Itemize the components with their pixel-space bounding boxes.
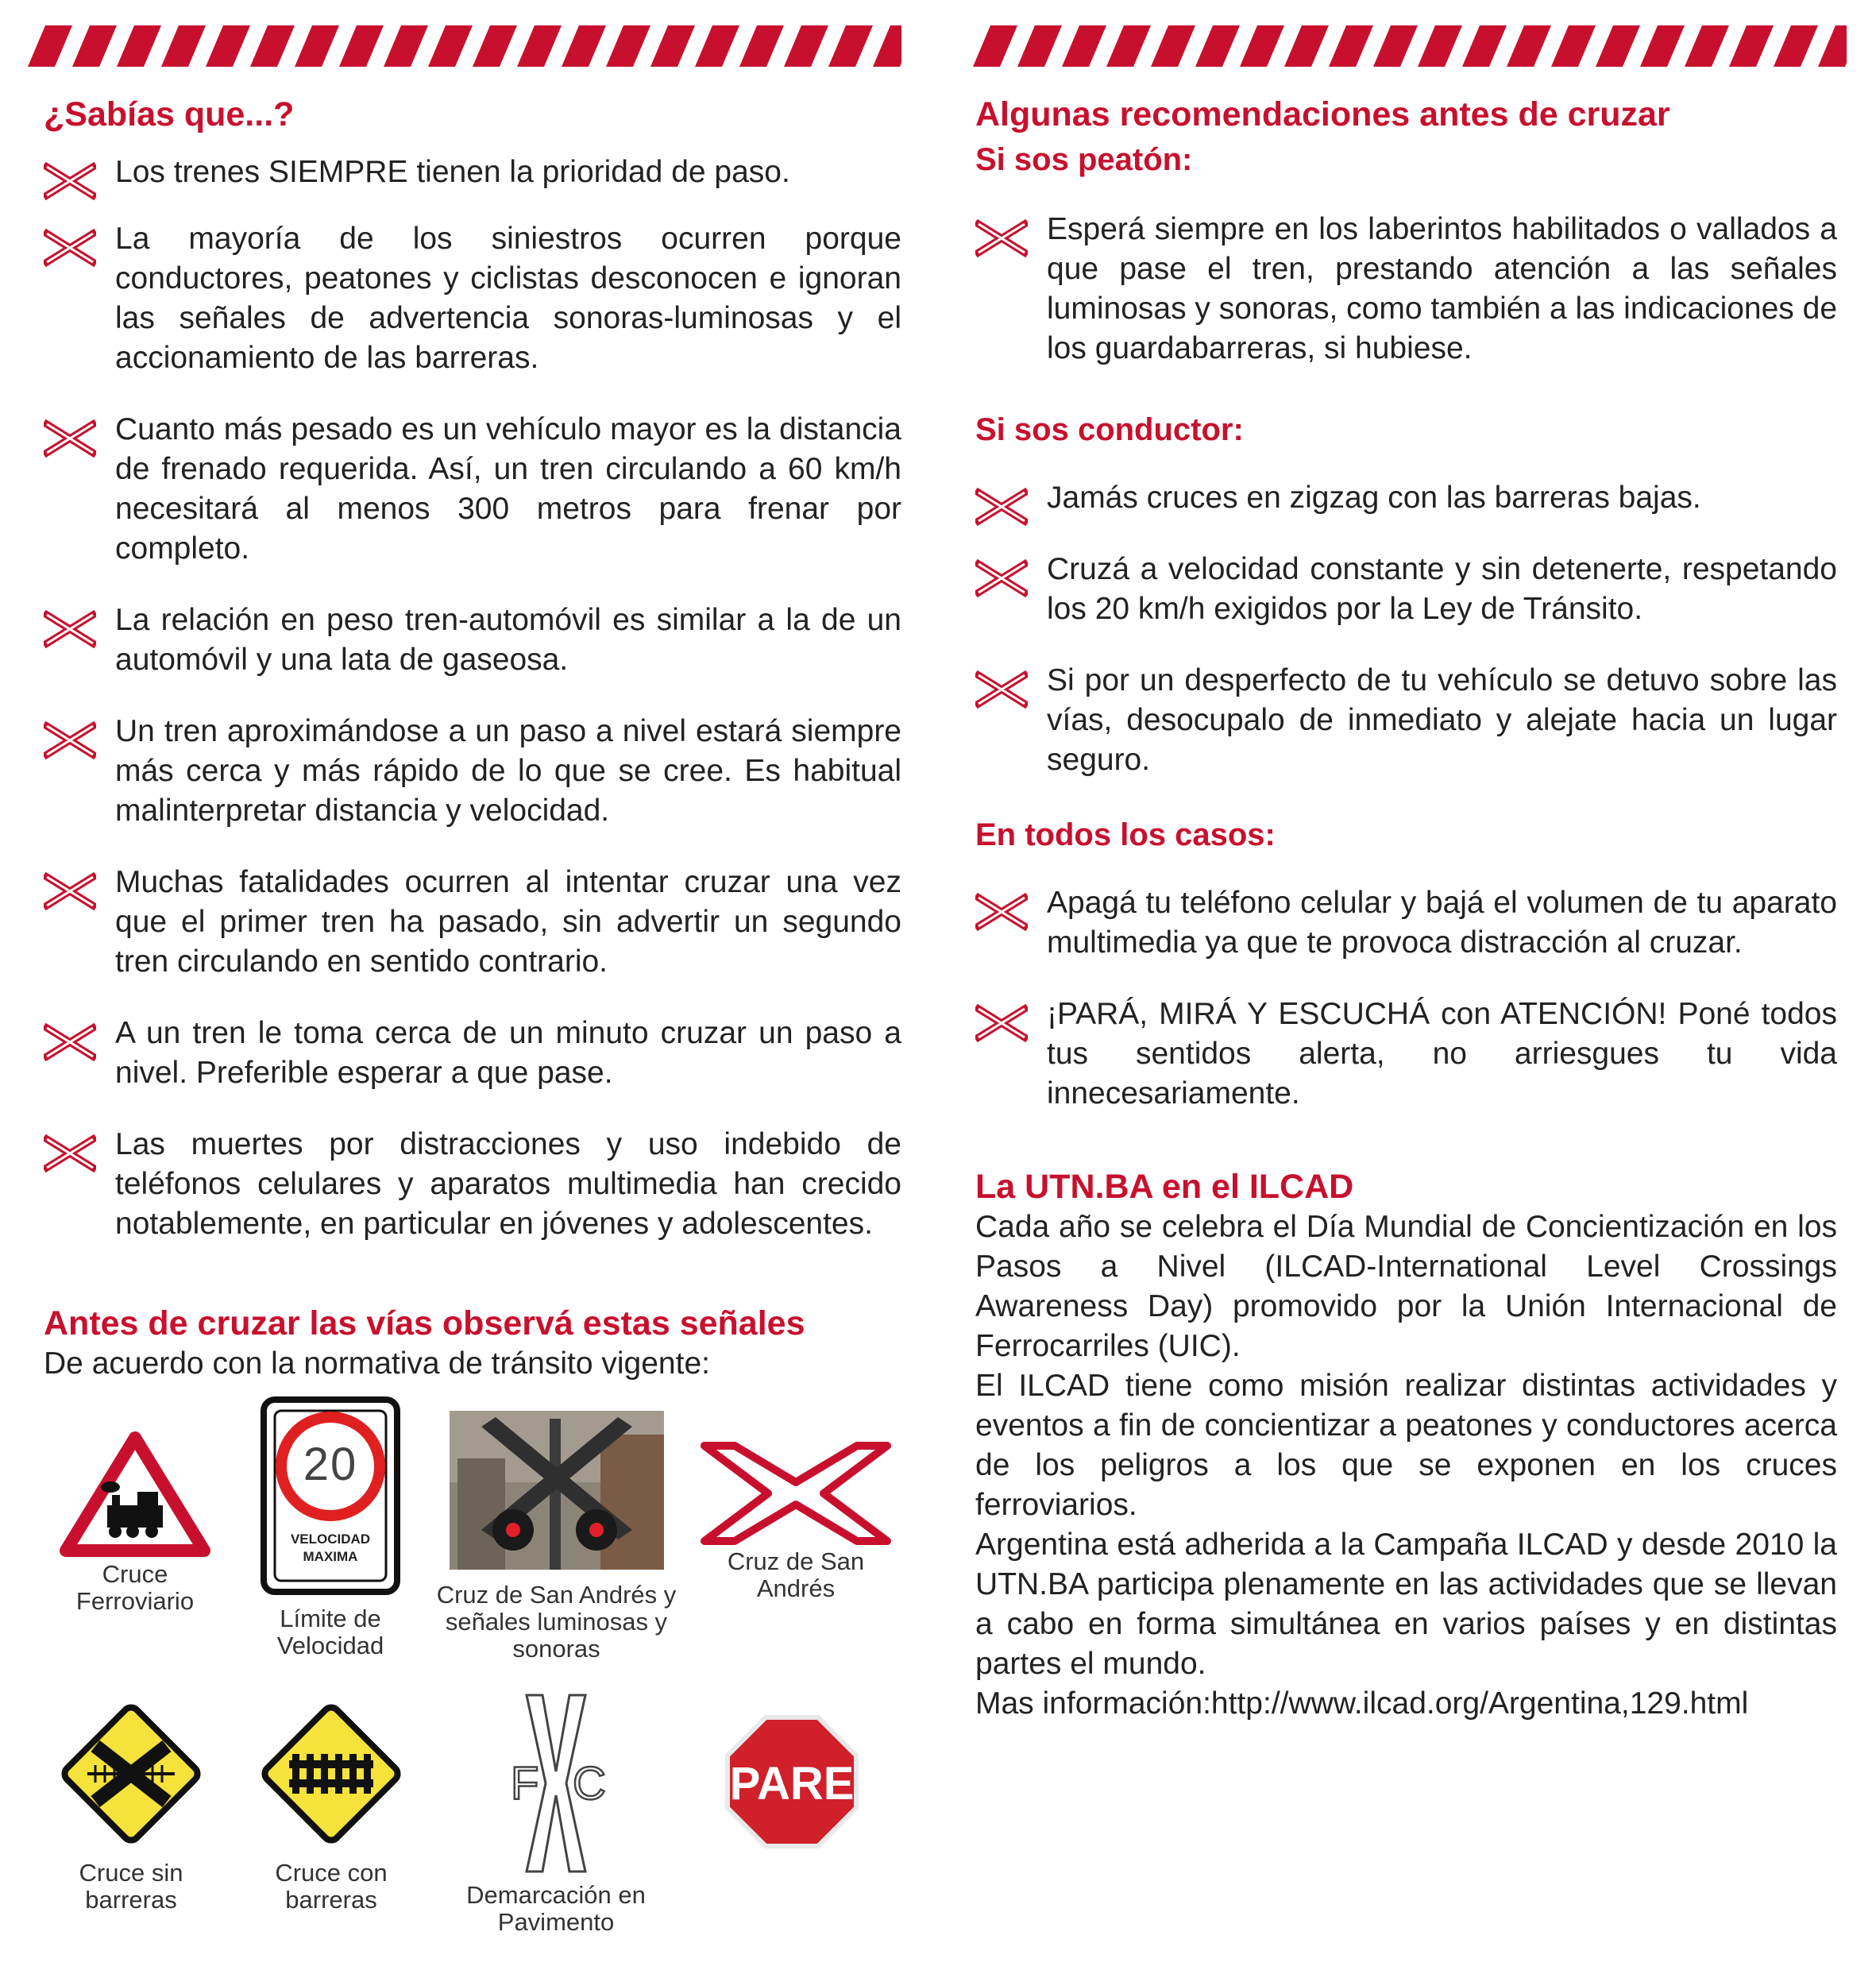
sign-caption: Cruz de San Andrés <box>727 1547 865 1602</box>
pare-text: PARE <box>729 1758 855 1810</box>
cross-bullet-icon <box>44 419 96 458</box>
cross-bullet-icon <box>975 219 1028 257</box>
sabias-title: ¿Sabías que...? <box>44 95 295 133</box>
fact-item <box>44 863 901 982</box>
utn-paragraph-1: Cada año se celebra el Día Mundial de Concientización en los Pasos a Nivel (ILCAD-International Level Crossings Awareness Day) promovido por la Unión Internacional de Ferrocarriles (UIC). <box>975 1210 1837 1363</box>
utn-more-info-link[interactable]: Mas información:http://www.ilcad.org/Argentina,129.html <box>975 1686 1749 1721</box>
speed-limit-sign-icon <box>259 1396 402 1595</box>
sign-cruz-senales <box>435 1411 677 1663</box>
fact-item <box>44 1125 901 1244</box>
fact-text: La mayoría de los siniestros ocurren porque conductores, peatones y ciclistas desconocen e ignoran las señales de advertencia sonoras-luminosas y el accionamiento de las barreras. <box>115 222 901 375</box>
sign-limite-velocidad <box>259 1396 402 1659</box>
crossing-no-barriers-icon <box>56 1698 207 1849</box>
speed-value: 20 <box>303 1439 358 1490</box>
left-stripe-band <box>28 25 901 67</box>
fact-item <box>44 153 901 192</box>
fact-text: A un tren le toma cerca de un minuto cruzar un paso a nivel. Preferible esperar a que pase. <box>115 1016 901 1090</box>
cross-bullet-icon <box>975 893 1028 931</box>
sign-caption: Límite de Velocidad <box>276 1605 384 1659</box>
crossbuck-with-lights-photo <box>450 1411 664 1570</box>
speed-text-1: VELOCIDAD <box>290 1532 371 1547</box>
cross-bullet-icon <box>44 1134 96 1172</box>
fact-text: Los trenes SIEMPRE tienen la prioridad de paso. <box>115 155 790 189</box>
sign-cruce-sin-barreras <box>56 1698 207 1914</box>
sign-cruce-con-barreras <box>256 1698 407 1914</box>
peaton-title: Si sos peatón: <box>975 142 1193 177</box>
cross-bullet-icon <box>975 670 1028 709</box>
recommendation-text: Cruzá a velocidad constante y sin detenerte, respetando los 20 km/h exigidos por la Ley de Tránsito. <box>1047 552 1837 626</box>
recommendations-title: Algunas recomendaciones antes de cruzar <box>975 95 1670 133</box>
utn-paragraph-2: El ILCAD tiene como misión realizar distintas actividades y eventos a fin de concientizar a peatones y conductores acerca de los peligros a los que se exponen en los cruces ferroviarios. <box>975 1369 1837 1522</box>
sign-caption: Cruce con barreras <box>275 1859 388 1914</box>
recommendation-item <box>975 995 1837 1114</box>
svg-text:F: F <box>511 1758 539 1810</box>
fact-item <box>44 712 901 831</box>
svg-text:C: C <box>573 1758 606 1810</box>
utn-paragraph-3: Argentina está adherida a la Campaña ILCAD y desde 2010 la UTN.BA participa plenamente en las actividades que se llevan a cabo en forma simultánea en varios países y en distintas partes el mundo. <box>975 1528 1837 1681</box>
sign-cruce-ferroviario <box>48 1430 222 1615</box>
fact-text: Cuanto más pesado es un vehículo mayor es la distancia de frenado requerida. Así, un tren circulando a 60 km/h necesitará al menos 300 metros para frenar por completo. <box>115 412 901 566</box>
sign-caption: Cruz de San Andrés y señales luminosas y sonoras <box>436 1581 677 1663</box>
right-column <box>975 94 1837 1724</box>
recommendation-text: Jamás cruces en zigzag con las barreras bajas. <box>1047 481 1701 515</box>
fact-item <box>44 1014 901 1093</box>
recommendation-text: ¡PARÁ, MIRÁ Y ESCUCHÁ con ATENCIÓN! Poné todos tus sentidos alerta, no arriesgues tu vida innecesariamente. <box>1047 997 1837 1111</box>
conductor-title: Si sos conductor: <box>975 412 1244 447</box>
sign-pare <box>724 1714 859 1853</box>
signals-title: Antes de cruzar las vías observá estas señales <box>44 1304 805 1342</box>
fact-item <box>44 601 901 680</box>
utn-title: La UTN.BA en el ILCAD <box>975 1168 1354 1206</box>
pavement-marking-icon <box>496 1692 616 1875</box>
recommendation-item <box>975 550 1837 629</box>
sign-caption: Cruce sin barreras <box>79 1859 183 1914</box>
sign-demarcacion <box>465 1692 647 1936</box>
cross-bullet-icon <box>44 610 96 648</box>
todos-title: En todos los casos: <box>975 817 1276 852</box>
cross-bullet-icon <box>975 1004 1028 1042</box>
crossing-with-barriers-icon <box>256 1698 407 1849</box>
fact-text: Las muertes por distracciones y uso indebido de teléfonos celulares y aparatos multimedia han crecido notablemente, en particular en jóvenes y adolescentes. <box>115 1127 901 1241</box>
recommendation-item <box>975 883 1837 963</box>
fact-text: Un tren aproximándose a un paso a nivel estará siempre más cerca y más rápido de lo que se cree. Es habitual malinterpretar distancia y velocidad. <box>115 714 901 828</box>
st-andrews-cross-icon <box>697 1438 895 1549</box>
sign-caption: Demarcación en Pavimento <box>466 1881 646 1936</box>
recommendation-item <box>975 210 1837 369</box>
fact-text: Muchas fatalidades ocurren al intentar cruzar una vez que el primer tren ha pasado, sin advertir un segundo tren circulando en sentido contrario. <box>115 865 901 979</box>
fact-item <box>44 219 901 378</box>
cross-bullet-icon <box>44 1023 96 1061</box>
cross-bullet-icon <box>44 229 96 267</box>
recommendation-item <box>975 478 1837 518</box>
left-column <box>44 94 901 1384</box>
sign-cruz-san-andres <box>697 1438 895 1602</box>
recommendation-text: Si por un desperfecto de tu vehículo se detuvo sobre las vías, desocupalo de inmediato y alejate hacia un lugar seguro. <box>1047 663 1837 777</box>
recommendation-text: Apagá tu teléfono celular y bajá el volumen de tu aparato multimedia ya que te provoca distracción al cruzar. <box>1047 886 1837 960</box>
fact-item <box>44 410 901 569</box>
right-stripe-band <box>973 25 1847 67</box>
sign-caption: Cruce Ferroviario <box>75 1560 195 1615</box>
recommendation-item <box>975 661 1837 780</box>
fact-text: La relación en peso tren-automóvil es similar a la de un automóvil y una lata de gaseosa. <box>115 603 901 677</box>
cross-bullet-icon <box>975 488 1028 526</box>
speed-text-2: MAXIMA <box>303 1549 358 1564</box>
cross-bullet-icon <box>44 162 96 200</box>
signals-intro: De acuerdo con la normativa de tránsito vigente: <box>44 1346 710 1381</box>
cross-bullet-icon <box>44 721 96 759</box>
cross-bullet-icon <box>44 872 96 910</box>
railway-crossing-triangle-icon <box>60 1430 210 1557</box>
recommendation-text: Esperá siempre en los laberintos habilitados o vallados a que pase el tren, prestando atención a las señales luminosas y sonoras, como también a las indicaciones de los guardabarreras, si hubiese. <box>1047 212 1838 365</box>
cross-bullet-icon <box>975 559 1028 597</box>
